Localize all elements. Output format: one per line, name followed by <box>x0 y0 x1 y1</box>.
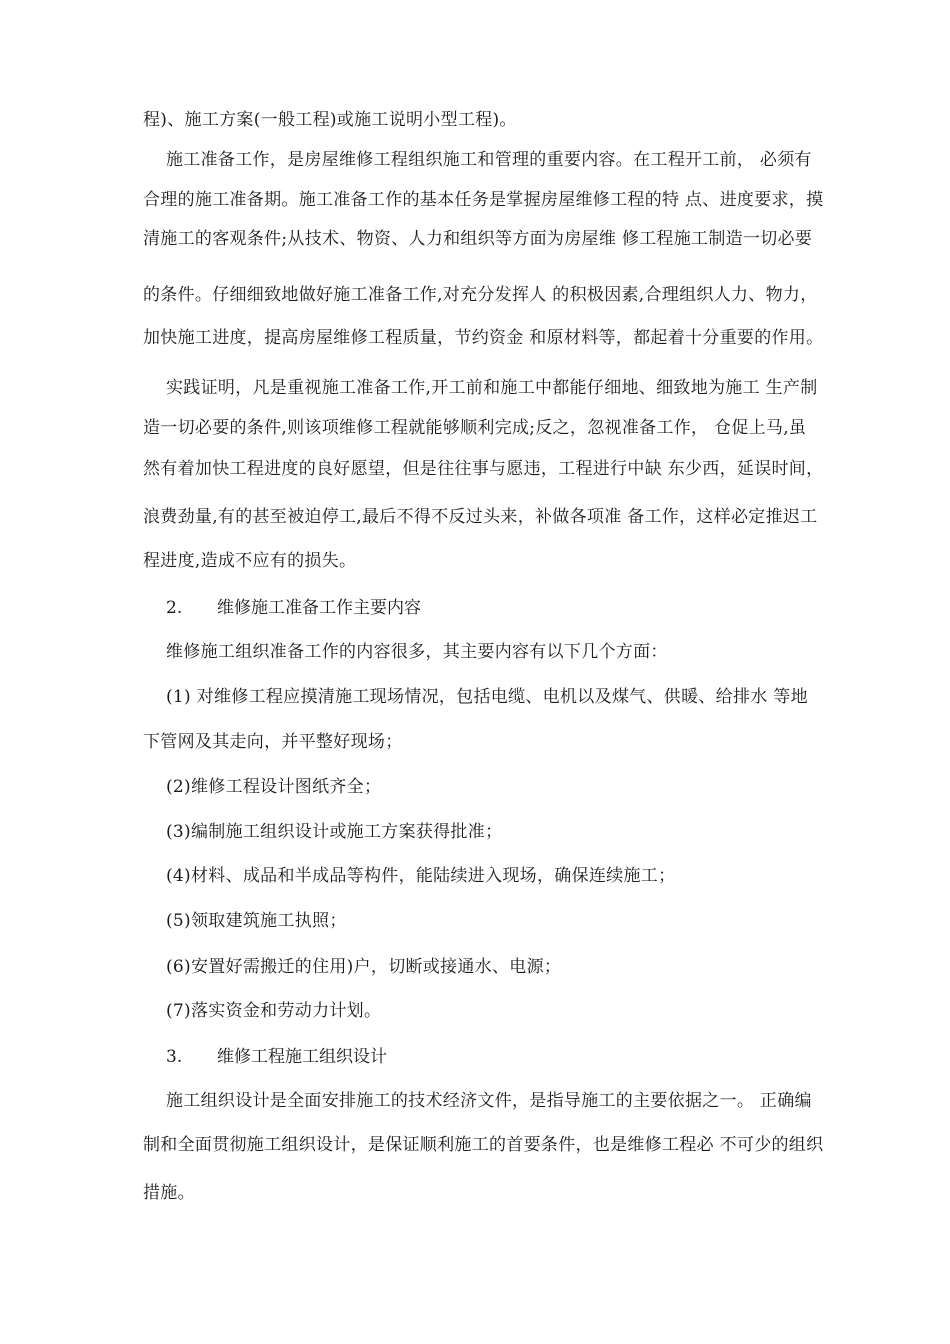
text-line: 措施。 <box>143 1183 195 1203</box>
paragraph-first-line: 施工组织设计是全面安排施工的技术经济文件，是指导施工的主要依据之一。 正确编 <box>166 1091 812 1111</box>
list-item: (7)落实资金和劳动力计划。 <box>166 1001 382 1021</box>
text-line: 加快施工进度，提高房屋维修工程质量，节约资金 和原材料等，都起着十分重要的作用。 <box>143 328 824 348</box>
list-item: (4)材料、成品和半成品等构件，能陆续进入现场，确保连续施工； <box>166 866 676 886</box>
text-line: 清施工的客观条件;从技术、物资、人力和组织等方面为房屋维 修工程施工制造一切必要 <box>143 229 813 249</box>
list-item: (1) 对维修工程应摸清施工现场情况，包括电缆、电机以及煤气、供暖、给排水 等地 <box>166 687 808 707</box>
section-number: 3. <box>166 1047 183 1067</box>
list-item: (3)编制施工组织设计或施工方案获得批准； <box>166 822 503 842</box>
text-line: 的条件。仔细细致地做好施工准备工作,对充分发挥人 的积极因素,合理组织人力、物力， <box>143 285 818 305</box>
section-heading: 维修工程施工组织设计 <box>217 1047 387 1067</box>
text-line: 程进度,造成不应有的损失。 <box>143 551 357 571</box>
text-line: 程)、施工方案(一般工程)或施工说明小型工程)。 <box>143 110 517 130</box>
text-line: 下管网及其走向，并平整好现场； <box>143 732 403 752</box>
list-item: (6)安置好需搬迁的住用)户，切断或接通水、电源； <box>166 957 562 977</box>
paragraph-first-line: 维修施工组织准备工作的内容很多，其主要内容有以下几个方面： <box>166 642 668 662</box>
section-number: 2. <box>166 598 183 618</box>
text-line: 造一切必要的条件,则该项维修工程就能够顺利完成;反之，忽视准备工作， 仓促上马,虽 <box>143 418 807 438</box>
paragraph-first-line: 实践证明，凡是重视施工准备工作,开工前和施工中都能仔细地、细致地为施工 生产制 <box>166 378 818 398</box>
paragraph-first-line: 施工准备工作，是房屋维修工程组织施工和管理的重要内容。在工程开工前， 必须有 <box>166 150 812 170</box>
text-line: 合理的施工准备期。施工准备工作的基本任务是掌握房屋维修工程的特 点、进度要求，摸 <box>143 190 824 210</box>
text-line: 制和全面贯彻施工组织设计，是保证顺利施工的首要条件，也是维修工程必 不可少的组织 <box>143 1135 824 1155</box>
text-line: 浪费劲量,有的甚至被迫停工,最后不得不反过头来，补做各项准 备工作，这样必定推迟工 <box>143 507 818 527</box>
section-heading: 维修施工准备工作主要内容 <box>217 598 421 618</box>
list-item: (2)维修工程设计图纸齐全； <box>166 777 382 797</box>
text-line: 然有着加快工程进度的良好愿望，但是往往事与愿违，工程进行中缺 东少西，延误时间， <box>143 459 824 479</box>
list-item: (5)领取建筑施工执照； <box>166 911 347 931</box>
